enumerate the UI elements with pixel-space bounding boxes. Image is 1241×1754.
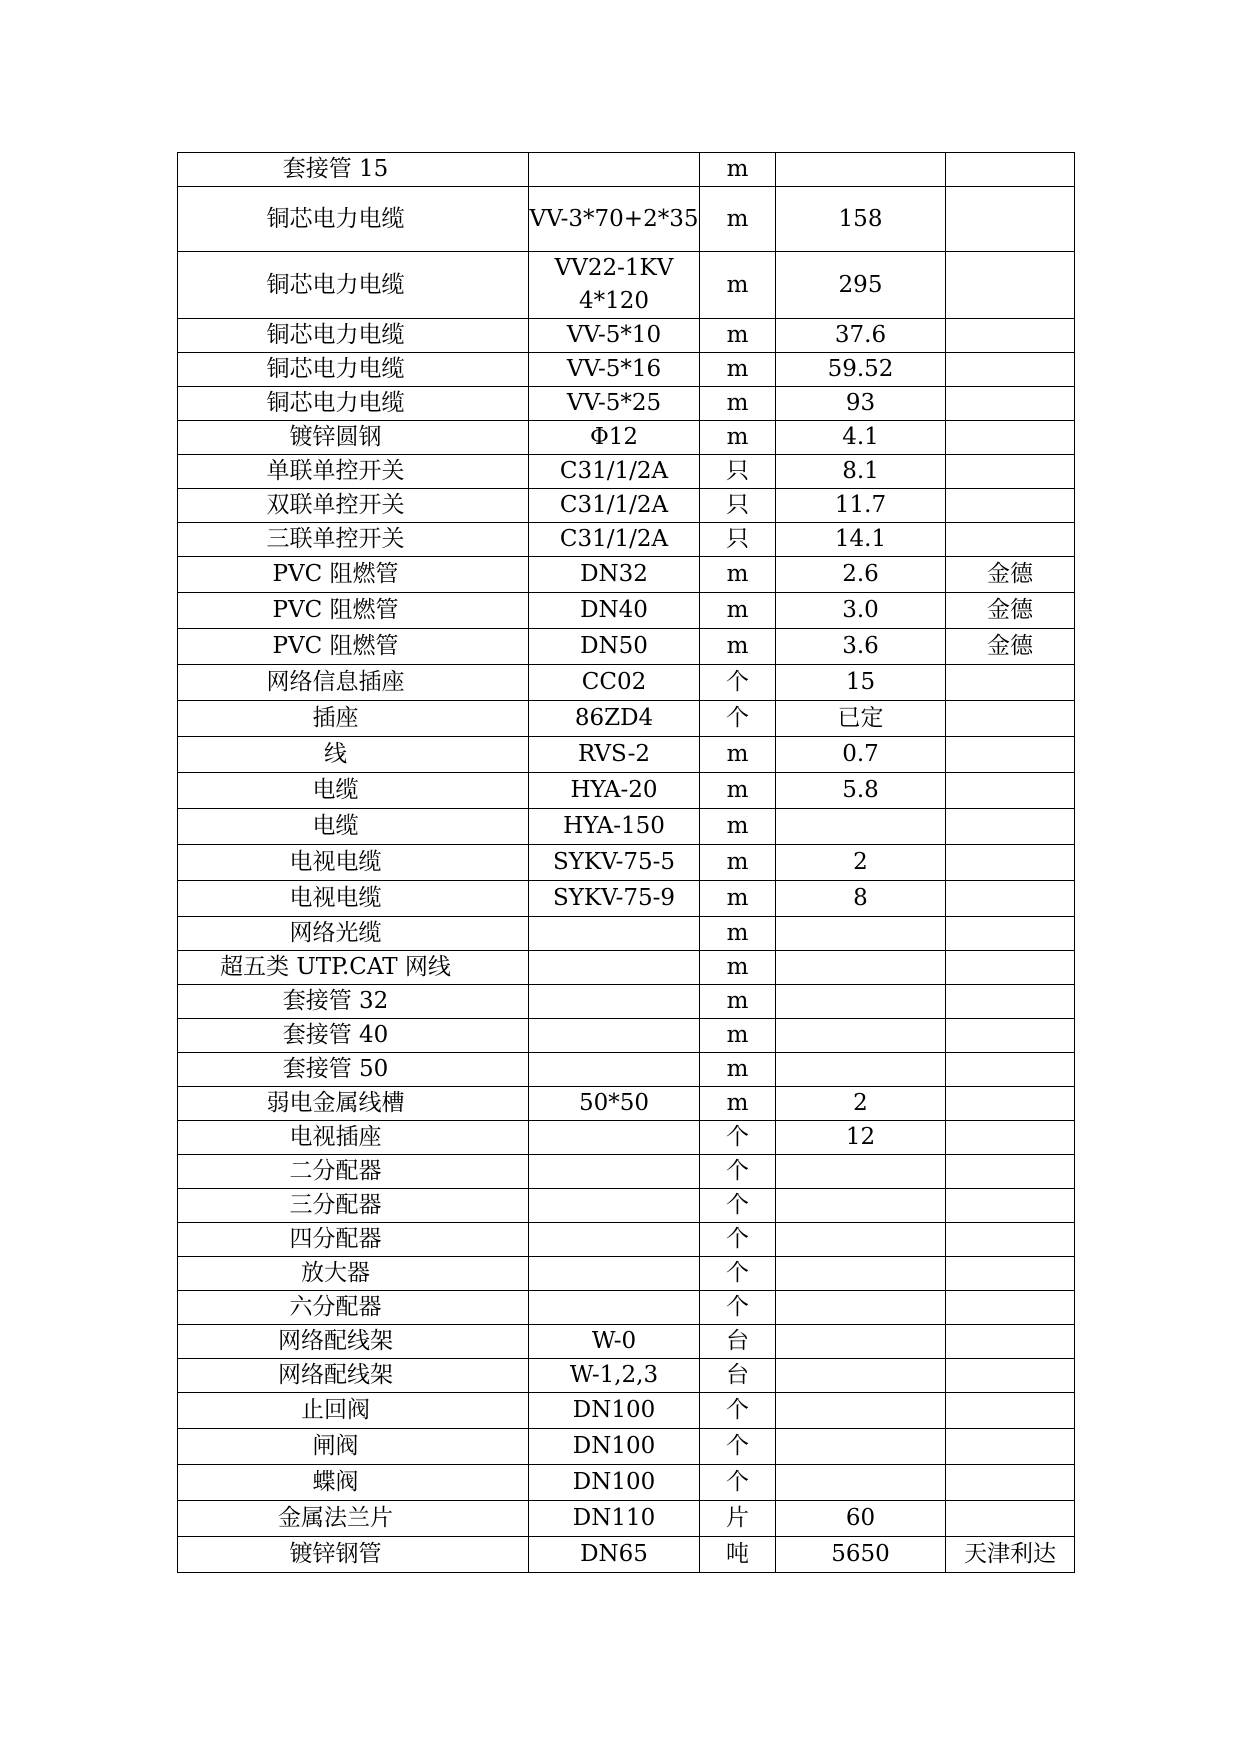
unit-cell: 个 — [700, 1121, 776, 1155]
table-row — [178, 353, 1075, 387]
unit-cell: m — [700, 421, 776, 455]
table-row — [178, 387, 1075, 421]
spec-cell: DN100 — [529, 1465, 700, 1501]
table-row — [178, 701, 1075, 737]
note-cell — [946, 387, 1075, 421]
note-cell — [946, 845, 1075, 881]
table-row — [178, 881, 1075, 917]
table-row — [178, 1325, 1075, 1359]
note-cell: 金德 — [946, 557, 1075, 593]
table-row — [178, 455, 1075, 489]
table-row — [178, 1393, 1075, 1429]
note-cell — [946, 737, 1075, 773]
note-cell — [946, 1019, 1075, 1053]
note-cell — [946, 455, 1075, 489]
name-cell: 网络光缆 — [178, 917, 529, 951]
unit-cell: m — [700, 1019, 776, 1053]
spec-cell: SYKV-75-9 — [529, 881, 700, 917]
spec-cell — [529, 1155, 700, 1189]
note-cell — [946, 1501, 1075, 1537]
unit-cell: 个 — [700, 701, 776, 737]
note-cell: 金德 — [946, 629, 1075, 665]
quantity-cell: 3.6 — [776, 629, 946, 665]
spec-cell: RVS-2 — [529, 737, 700, 773]
table-row — [178, 737, 1075, 773]
note-cell — [946, 951, 1075, 985]
quantity-cell: 60 — [776, 1501, 946, 1537]
quantity-cell: 0.7 — [776, 737, 946, 773]
name-cell: 电缆 — [178, 809, 529, 845]
unit-cell: m — [700, 1087, 776, 1121]
spec-cell: C31/1/2A — [529, 523, 700, 557]
unit-cell: 台 — [700, 1359, 776, 1393]
note-cell — [946, 1087, 1075, 1121]
name-cell: 套接管 32 — [178, 985, 529, 1019]
name-cell: 线 — [178, 737, 529, 773]
table-row — [178, 489, 1075, 523]
quantity-cell — [776, 1257, 946, 1291]
name-cell: 电缆 — [178, 773, 529, 809]
name-cell: 铜芯电力电缆 — [178, 252, 529, 319]
note-cell — [946, 985, 1075, 1019]
name-cell: 三联单控开关 — [178, 523, 529, 557]
note-cell — [946, 1465, 1075, 1501]
note-cell — [946, 489, 1075, 523]
note-cell — [946, 1257, 1075, 1291]
table-row — [178, 1359, 1075, 1393]
table-row — [178, 917, 1075, 951]
spec-cell — [529, 153, 700, 187]
name-cell: 插座 — [178, 701, 529, 737]
table-row — [178, 985, 1075, 1019]
name-cell: PVC 阻燃管 — [178, 593, 529, 629]
unit-cell: 个 — [700, 1223, 776, 1257]
spec-cell — [529, 1257, 700, 1291]
unit-cell: m — [700, 557, 776, 593]
unit-cell: 只 — [700, 523, 776, 557]
quantity-cell: 37.6 — [776, 319, 946, 353]
materials-table-body — [178, 153, 1075, 1573]
unit-cell: 吨 — [700, 1537, 776, 1573]
unit-cell: m — [700, 773, 776, 809]
spec-cell — [529, 1189, 700, 1223]
table-row — [178, 1053, 1075, 1087]
quantity-cell: 2.6 — [776, 557, 946, 593]
spec-cell: SYKV-75-5 — [529, 845, 700, 881]
spec-cell: VV22-1KV 4*120 — [529, 252, 700, 319]
quantity-cell — [776, 1053, 946, 1087]
table-row — [178, 1155, 1075, 1189]
note-cell — [946, 153, 1075, 187]
note-cell — [946, 665, 1075, 701]
spec-cell: DN50 — [529, 629, 700, 665]
note-cell — [946, 1291, 1075, 1325]
table-row — [178, 629, 1075, 665]
unit-cell: m — [700, 737, 776, 773]
quantity-cell: 12 — [776, 1121, 946, 1155]
note-cell — [946, 252, 1075, 319]
table-row — [178, 1189, 1075, 1223]
table-row — [178, 1537, 1075, 1573]
quantity-cell: 11.7 — [776, 489, 946, 523]
spec-cell: VV-5*16 — [529, 353, 700, 387]
note-cell — [946, 1053, 1075, 1087]
name-cell: 铜芯电力电缆 — [178, 387, 529, 421]
table-row — [178, 421, 1075, 455]
quantity-cell — [776, 985, 946, 1019]
spec-cell: Φ12 — [529, 421, 700, 455]
unit-cell: 个 — [700, 665, 776, 701]
name-cell: 电视电缆 — [178, 881, 529, 917]
note-cell: 金德 — [946, 593, 1075, 629]
table-row — [178, 845, 1075, 881]
quantity-cell — [776, 1393, 946, 1429]
unit-cell: m — [700, 387, 776, 421]
table-row — [178, 1501, 1075, 1537]
name-cell: 网络配线架 — [178, 1359, 529, 1393]
unit-cell: 片 — [700, 1501, 776, 1537]
spec-cell: C31/1/2A — [529, 489, 700, 523]
quantity-cell: 3.0 — [776, 593, 946, 629]
note-cell — [946, 1325, 1075, 1359]
unit-cell: 台 — [700, 1325, 776, 1359]
table-row — [178, 1087, 1075, 1121]
unit-cell: 只 — [700, 489, 776, 523]
note-cell — [946, 1121, 1075, 1155]
spec-cell: 50*50 — [529, 1087, 700, 1121]
spec-cell: DN100 — [529, 1429, 700, 1465]
unit-cell: m — [700, 187, 776, 252]
name-cell: 金属法兰片 — [178, 1501, 529, 1537]
name-cell: 三分配器 — [178, 1189, 529, 1223]
note-cell — [946, 1223, 1075, 1257]
quantity-cell: 8 — [776, 881, 946, 917]
spec-cell: DN40 — [529, 593, 700, 629]
quantity-cell: 已定 — [776, 701, 946, 737]
quantity-cell — [776, 1429, 946, 1465]
quantity-cell — [776, 1189, 946, 1223]
quantity-cell: 295 — [776, 252, 946, 319]
quantity-cell: 158 — [776, 187, 946, 252]
table-row — [178, 809, 1075, 845]
unit-cell: m — [700, 917, 776, 951]
spec-cell — [529, 917, 700, 951]
materials-sheet — [177, 152, 1074, 1573]
spec-cell: W-0 — [529, 1325, 700, 1359]
spec-cell — [529, 951, 700, 985]
spec-cell — [529, 1019, 700, 1053]
name-cell: 套接管 15 — [178, 153, 529, 187]
table-row — [178, 153, 1075, 187]
name-cell: 单联单控开关 — [178, 455, 529, 489]
unit-cell: 个 — [700, 1189, 776, 1223]
quantity-cell: 2 — [776, 845, 946, 881]
unit-cell: m — [700, 1053, 776, 1087]
spec-cell: 86ZD4 — [529, 701, 700, 737]
name-cell: 超五类 UTP.CAT 网线 — [178, 951, 529, 985]
note-cell — [946, 1359, 1075, 1393]
name-cell: PVC 阻燃管 — [178, 629, 529, 665]
unit-cell: m — [700, 353, 776, 387]
note-cell — [946, 319, 1075, 353]
note-cell — [946, 523, 1075, 557]
name-cell: 网络信息插座 — [178, 665, 529, 701]
name-cell: 四分配器 — [178, 1223, 529, 1257]
table-row — [178, 187, 1075, 252]
name-cell: 镀锌钢管 — [178, 1537, 529, 1573]
unit-cell: 个 — [700, 1155, 776, 1189]
note-cell — [946, 1155, 1075, 1189]
spec-cell: W-1,2,3 — [529, 1359, 700, 1393]
note-cell — [946, 809, 1075, 845]
spec-cell: HYA-150 — [529, 809, 700, 845]
unit-cell: m — [700, 319, 776, 353]
spec-cell — [529, 1053, 700, 1087]
quantity-cell — [776, 917, 946, 951]
spec-cell: CC02 — [529, 665, 700, 701]
unit-cell: m — [700, 252, 776, 319]
note-cell — [946, 881, 1075, 917]
unit-cell: m — [700, 951, 776, 985]
quantity-cell — [776, 951, 946, 985]
note-cell — [946, 701, 1075, 737]
unit-cell: 个 — [700, 1291, 776, 1325]
quantity-cell — [776, 1291, 946, 1325]
quantity-cell: 2 — [776, 1087, 946, 1121]
unit-cell: 个 — [700, 1429, 776, 1465]
spec-cell: DN100 — [529, 1393, 700, 1429]
unit-cell: m — [700, 809, 776, 845]
table-row — [178, 319, 1075, 353]
table-row — [178, 1121, 1075, 1155]
table-row — [178, 557, 1075, 593]
name-cell: 蝶阀 — [178, 1465, 529, 1501]
unit-cell: m — [700, 881, 776, 917]
table-row — [178, 1223, 1075, 1257]
name-cell: 套接管 40 — [178, 1019, 529, 1053]
spec-cell: VV-5*10 — [529, 319, 700, 353]
quantity-cell: 59.52 — [776, 353, 946, 387]
note-cell — [946, 421, 1075, 455]
unit-cell: m — [700, 629, 776, 665]
name-cell: PVC 阻燃管 — [178, 557, 529, 593]
quantity-cell — [776, 1155, 946, 1189]
unit-cell: 个 — [700, 1465, 776, 1501]
quantity-cell — [776, 1465, 946, 1501]
quantity-cell: 5.8 — [776, 773, 946, 809]
name-cell: 二分配器 — [178, 1155, 529, 1189]
note-cell — [946, 353, 1075, 387]
name-cell: 电视电缆 — [178, 845, 529, 881]
spec-cell: DN110 — [529, 1501, 700, 1537]
quantity-cell — [776, 1325, 946, 1359]
unit-cell: m — [700, 153, 776, 187]
spec-cell — [529, 985, 700, 1019]
spec-cell: VV-5*25 — [529, 387, 700, 421]
quantity-cell — [776, 1223, 946, 1257]
name-cell: 套接管 50 — [178, 1053, 529, 1087]
name-cell: 弱电金属线槽 — [178, 1087, 529, 1121]
spec-cell: C31/1/2A — [529, 455, 700, 489]
quantity-cell — [776, 1019, 946, 1053]
note-cell — [946, 917, 1075, 951]
table-row — [178, 1465, 1075, 1501]
table-row — [178, 1429, 1075, 1465]
spec-cell: DN65 — [529, 1537, 700, 1573]
note-cell — [946, 1189, 1075, 1223]
table-row — [178, 252, 1075, 319]
note-cell — [946, 773, 1075, 809]
note-cell: 天津利达 — [946, 1537, 1075, 1573]
name-cell: 铜芯电力电缆 — [178, 187, 529, 252]
unit-cell: m — [700, 593, 776, 629]
name-cell: 电视插座 — [178, 1121, 529, 1155]
quantity-cell — [776, 153, 946, 187]
spec-cell: DN32 — [529, 557, 700, 593]
quantity-cell: 4.1 — [776, 421, 946, 455]
unit-cell: m — [700, 985, 776, 1019]
table-row — [178, 951, 1075, 985]
name-cell: 放大器 — [178, 1257, 529, 1291]
spec-cell — [529, 1121, 700, 1155]
table-row — [178, 523, 1075, 557]
note-cell — [946, 1429, 1075, 1465]
name-cell: 止回阀 — [178, 1393, 529, 1429]
note-cell — [946, 1393, 1075, 1429]
unit-cell: 只 — [700, 455, 776, 489]
spec-cell: HYA-20 — [529, 773, 700, 809]
note-cell — [946, 187, 1075, 252]
unit-cell: 个 — [700, 1257, 776, 1291]
quantity-cell: 8.1 — [776, 455, 946, 489]
name-cell: 镀锌圆钢 — [178, 421, 529, 455]
table-row — [178, 1291, 1075, 1325]
quantity-cell: 14.1 — [776, 523, 946, 557]
quantity-cell: 15 — [776, 665, 946, 701]
table-row — [178, 1257, 1075, 1291]
name-cell: 网络配线架 — [178, 1325, 529, 1359]
name-cell: 六分配器 — [178, 1291, 529, 1325]
name-cell: 闸阀 — [178, 1429, 529, 1465]
spec-cell — [529, 1291, 700, 1325]
quantity-cell — [776, 809, 946, 845]
name-cell: 铜芯电力电缆 — [178, 353, 529, 387]
table-row — [178, 665, 1075, 701]
spec-cell: VV-3*70+2*35 — [529, 187, 700, 252]
spec-cell — [529, 1223, 700, 1257]
name-cell: 双联单控开关 — [178, 489, 529, 523]
quantity-cell: 5650 — [776, 1537, 946, 1573]
materials-table — [177, 152, 1075, 1573]
unit-cell: 个 — [700, 1393, 776, 1429]
quantity-cell — [776, 1359, 946, 1393]
name-cell: 铜芯电力电缆 — [178, 319, 529, 353]
table-row — [178, 1019, 1075, 1053]
unit-cell: m — [700, 845, 776, 881]
table-row — [178, 773, 1075, 809]
table-row — [178, 593, 1075, 629]
quantity-cell: 93 — [776, 387, 946, 421]
